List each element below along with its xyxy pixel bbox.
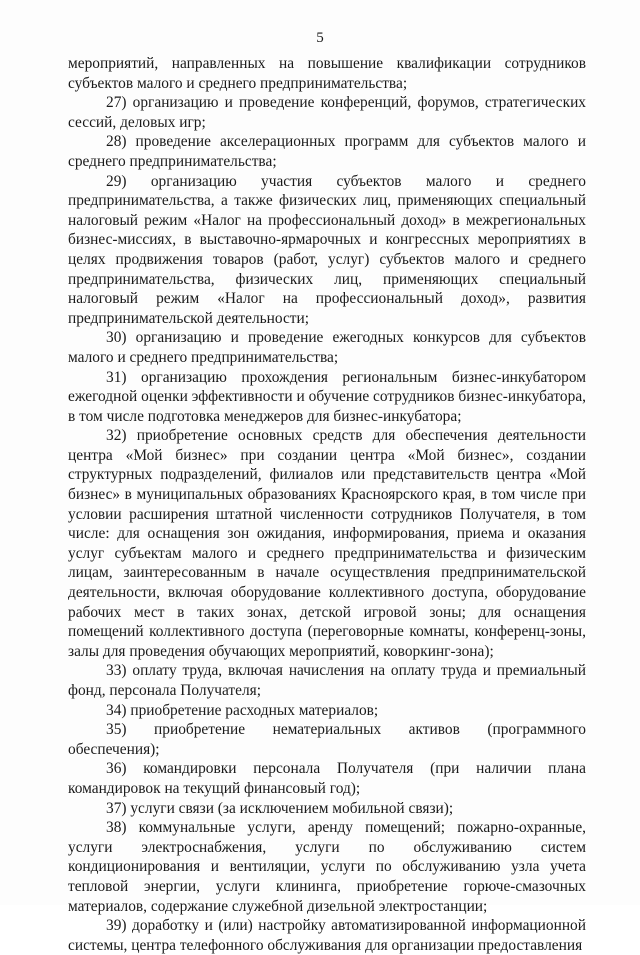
paragraph: 36) командировки персонала Получателя (при наличии плана командировок на текущий финансовый год); <box>68 760 586 797</box>
paragraph: 39) доработку и (или) настройку автоматизированной информационной системы, центра телефонного обслуживания для организации предоставления <box>68 917 586 954</box>
paragraph: 37) услуги связи (за исключением мобильной связи); <box>106 799 454 817</box>
paragraph: 33) оплату труда, включая начисления на оплату труда и премиальный фонд, персонала Получателя; <box>68 662 586 699</box>
paragraph: 28) проведение акселерационных программ для субъектов малого и среднего предпринимательства; <box>68 133 586 170</box>
paragraph: 32) приобретение основных средств для обеспечения деятельности центра «Мой бизнес» при создании центра «Мой бизнес», создании структурных подразделений, филиалов или представительств центра «Мой бизнес» в муниципальных образованиях Красноярского края, в том числе при условии расширения штатной численности сотрудников Получателя, в том числе: для оснащения зон ожидания, информирования, приема и оказания услуг субъектам малого и среднего предпринимательства и физическим лицам, заинтересованным в начале осуществления предпринимательской деятельности, включая оборудование коллективного доступа, оборудование рабочих мест в таких зонах, детской игровой зоны; для оснащения помещений коллективного доступа (переговорные комнаты, конференц-зоны, залы для проведения обучающих мероприятий, коворкинг-зона); <box>68 427 586 660</box>
paragraph: 35) приобретение нематериальных активов (программного обеспечения); <box>68 721 586 758</box>
document-body <box>68 54 586 955</box>
paragraph: 30) организацию и проведение ежегодных конкурсов для субъектов малого и среднего предпринимательства; <box>68 329 586 366</box>
paragraph: 31) организацию прохождения региональным бизнес-инкубатором ежегодной оценки эффективности и обучение сотрудников бизнес-инкубатора, в том числе подготовка менеджеров для бизнес-инкубатора; <box>68 368 586 425</box>
paragraph: мероприятий, направленных на повышение квалификации сотрудников субъектов малого и среднего предпринимательства; <box>68 55 586 92</box>
paragraph: 34) приобретение расходных материалов; <box>106 701 379 719</box>
paragraph: 29) организацию участия субъектов малого и среднего предпринимательства, а также физических лиц, применяющих специальный налоговый режим «Налог на профессиональный доход» в межрегиональных бизнес-миссиях, в выставочно-ярмарочных и конгрессных мероприятиях в целях продвижения товаров (работ, услуг) субъектов малого и среднего предпринимательства, физических лиц, применяющих специальный налоговый режим «Налог на профессиональный доход», развития предпринимательской деятельности; <box>68 172 586 327</box>
page-number: 5 <box>316 30 324 46</box>
paragraph: 38) коммунальные услуги, аренду помещений; пожарно-охранные, услуги электроснабжения, услуги по обслуживанию систем кондиционирования и вентиляции, услуги по обслуживанию узла учета тепловой энергии, услуги клининга, приобретение горюче-смазочных материалов, содержание служебной дизельной электростанции; <box>68 819 586 915</box>
paragraph: 27) организацию и проведение конференций, форумов, стратегических сессий, деловых игр; <box>68 94 586 131</box>
